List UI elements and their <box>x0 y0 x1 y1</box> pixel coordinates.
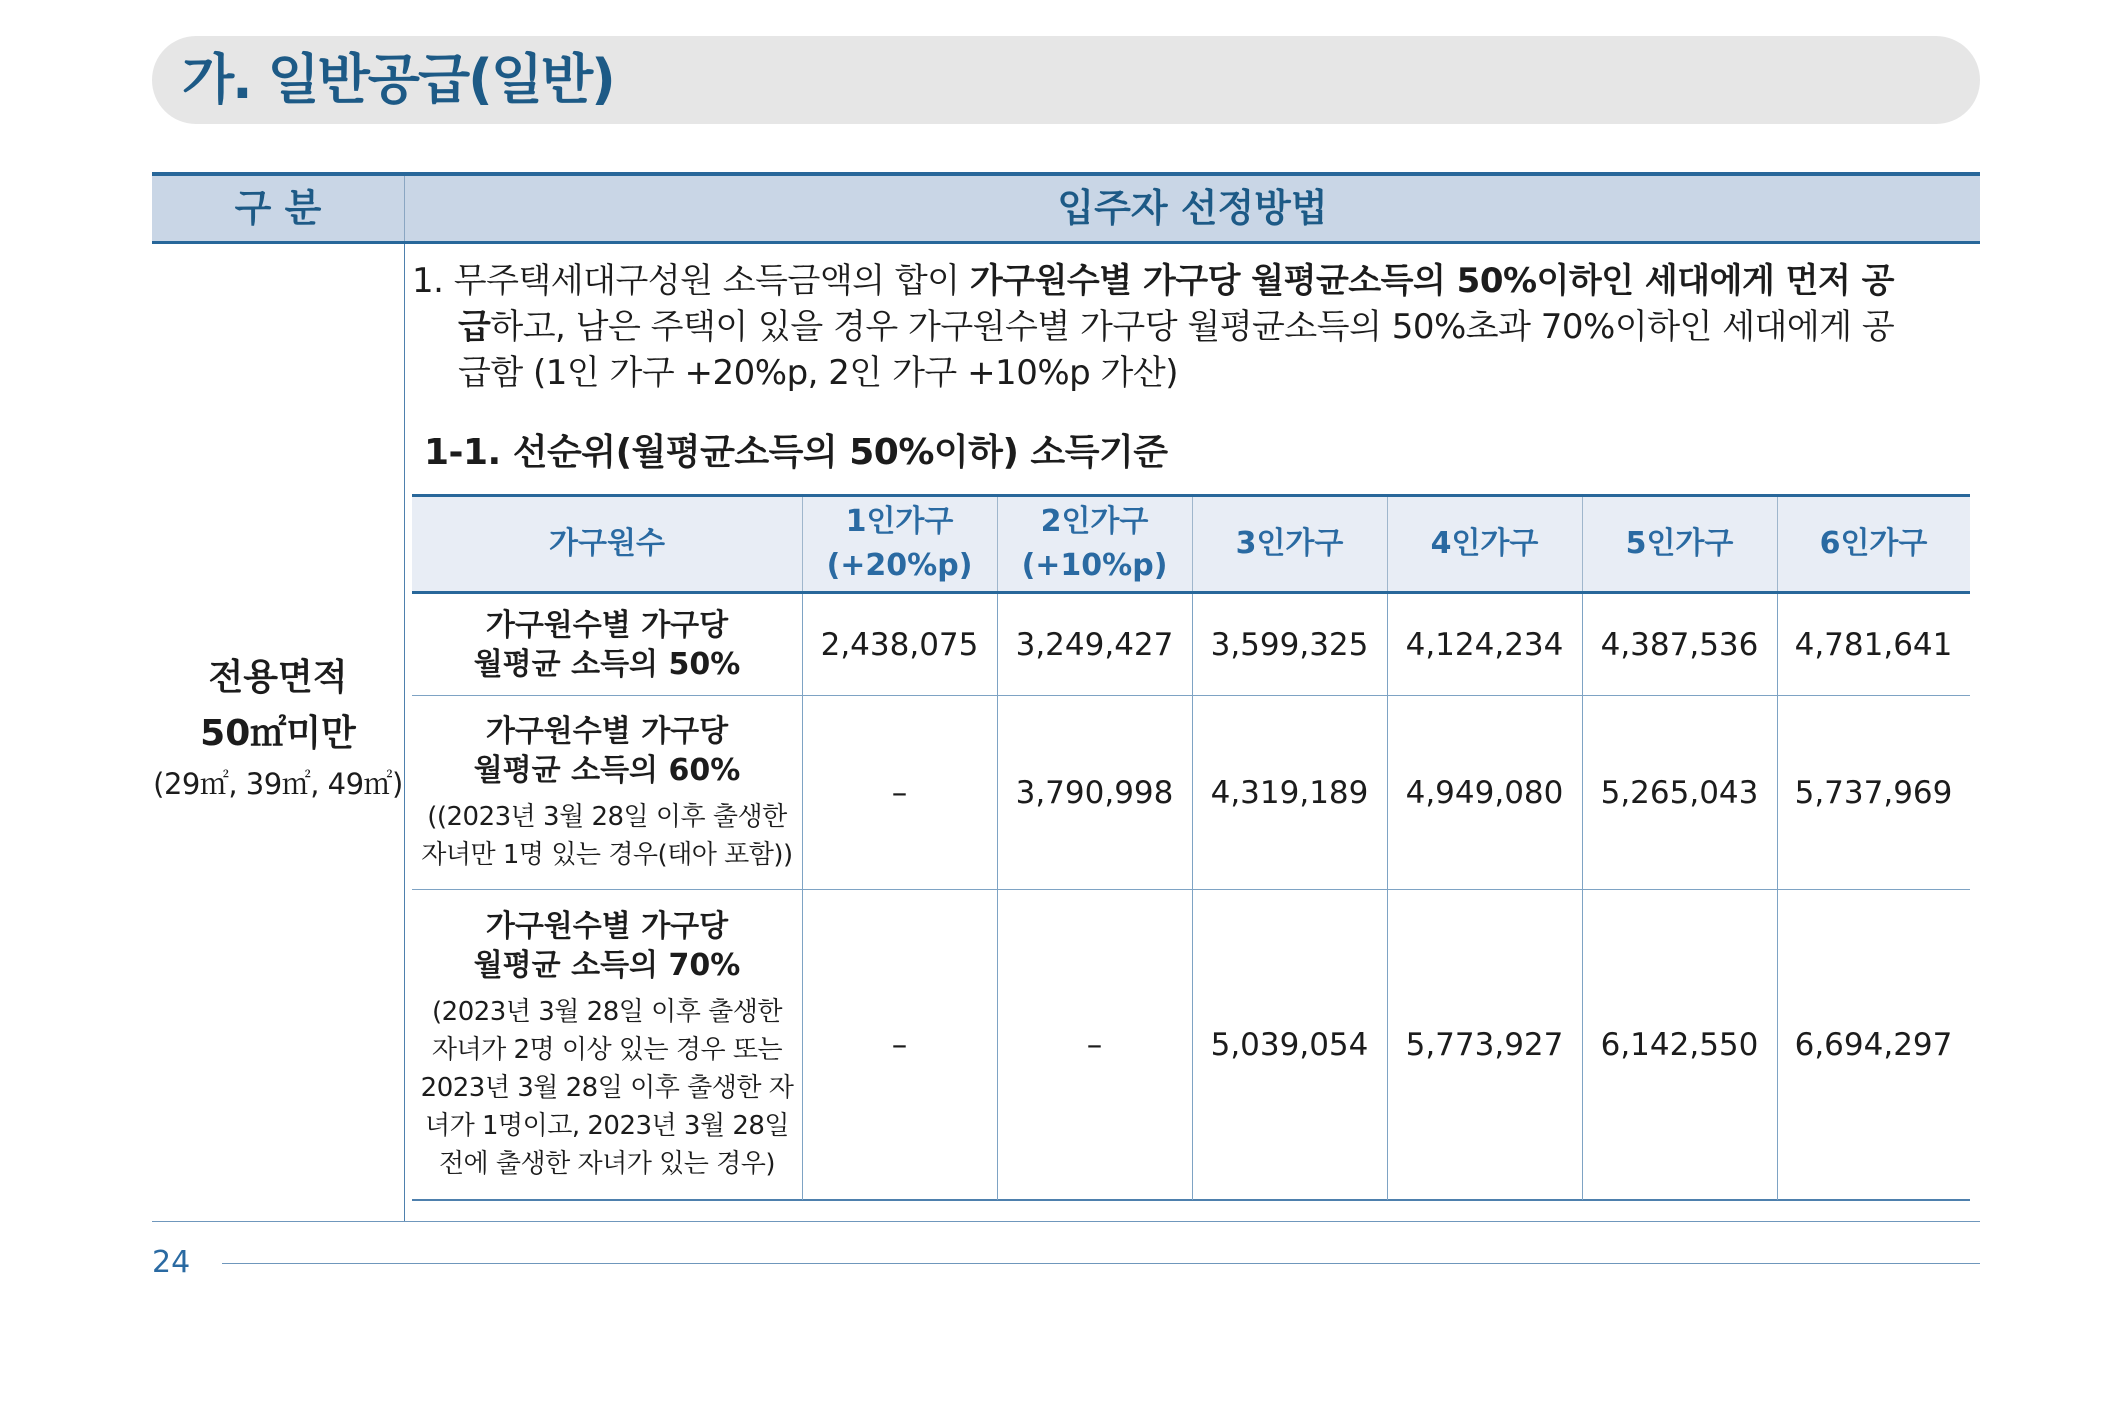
header-col-divider <box>1582 497 1583 591</box>
header-col-divider <box>1777 497 1778 591</box>
table-cell: 5,773,927 <box>1405 1027 1564 1063</box>
category-title-line1: 전용면적 <box>208 657 348 698</box>
table-cell: 4,387,536 <box>1600 627 1759 663</box>
row-label-note: 전에 출생한 자녀가 있는 경우) <box>438 1149 776 1179</box>
table-cell: 5,265,043 <box>1600 775 1759 811</box>
footer-line <box>222 1263 1980 1264</box>
column-header <box>802 494 997 594</box>
category-cell <box>152 650 404 806</box>
column-header-label: 6인가구 <box>1819 526 1928 561</box>
row-label-title: 월평균 소득의 70% <box>473 948 741 983</box>
row-label-title: 월평균 소득의 60% <box>473 753 741 788</box>
column-header <box>1582 494 1777 594</box>
column-header-label: 1인가구 (+20%p) <box>826 504 973 583</box>
table-cell: 5,039,054 <box>1210 1027 1369 1063</box>
header-col-divider <box>997 497 998 591</box>
row-label <box>412 594 802 696</box>
column-header-label: 5인가구 <box>1625 526 1734 561</box>
row-label <box>412 696 802 890</box>
column-header <box>1192 494 1387 594</box>
header-method: 입주자 선정방법 <box>1057 186 1328 230</box>
header-col-divider <box>802 497 803 591</box>
row-label-note: 자녀만 1명 있는 경우(태아 포함)) <box>421 840 793 870</box>
column-header <box>412 494 802 594</box>
row-label-note: 2023년 3월 28일 이후 출생한 자 <box>420 1073 794 1103</box>
column-header <box>997 494 1192 594</box>
table-cell: 3,790,998 <box>1015 775 1174 811</box>
column-header-label: 2인가구 (+10%p) <box>1021 504 1168 583</box>
section-line-1 <box>412 258 1894 304</box>
table-cell: 6,142,550 <box>1600 1027 1759 1063</box>
column-divider <box>404 244 405 1222</box>
body-col-divider <box>802 594 803 1200</box>
column-header-label: 3인가구 <box>1235 526 1344 561</box>
category-subtitle: (29㎡, 39㎡, 49㎡) <box>153 767 403 801</box>
table-cell: 6,694,297 <box>1794 1027 1953 1063</box>
header-col-divider <box>1387 497 1388 591</box>
table-cell: 5,737,969 <box>1794 775 1953 811</box>
section-text-bold: 가구원수별 가구당 월평균소득의 50%이하인 세대에게 먼저 공 <box>969 261 1895 301</box>
row-divider <box>412 1199 1970 1201</box>
table-cell: 4,319,189 <box>1210 775 1369 811</box>
row-label-note: 녀가 1명이고, 2023년 3월 28일 <box>424 1111 790 1141</box>
section-text: 1. 무주택세대구성원 소득금액의 합이 <box>412 261 970 301</box>
page-number: 24 <box>152 1245 191 1280</box>
row-label-title: 월평균 소득의 50% <box>473 647 741 682</box>
section-text-bold: 급 <box>458 307 491 347</box>
table-cell: 4,949,080 <box>1405 775 1564 811</box>
column-header-label: 가구원수 <box>549 526 665 561</box>
section-line-3: 급함 (1인 가구 +20%p, 2인 가구 +10%p 가산) <box>458 353 1178 393</box>
table-cell: – <box>1086 1027 1103 1063</box>
row-label-title: 가구원수별 가구당 <box>485 909 729 944</box>
row-label-title: 가구원수별 가구당 <box>485 608 729 643</box>
row-label <box>412 890 802 1200</box>
row-label-note: ((2023년 3월 28일 이후 출생한 <box>427 802 787 832</box>
section-line-2 <box>458 304 1894 350</box>
subheading: 1-1. 선순위(월평균소득의 50%이하) 소득기준 <box>424 432 1168 473</box>
row-label-note: 자녀가 2명 이상 있는 경우 또는 <box>431 1035 783 1065</box>
row-label-title: 가구원수별 가구당 <box>485 714 729 749</box>
main-table-header <box>152 172 1980 244</box>
table-cell: 3,249,427 <box>1015 627 1174 663</box>
body-col-divider <box>1777 594 1778 1200</box>
table-cell: 4,781,641 <box>1794 627 1953 663</box>
table-cell: – <box>891 1027 908 1063</box>
body-col-divider <box>1192 594 1193 1200</box>
body-col-divider <box>997 594 998 1200</box>
category-title-line2: 50㎡미만 <box>200 713 356 754</box>
row-label-note: (2023년 3월 28일 이후 출생한 <box>432 997 782 1027</box>
table-bottom-line <box>152 1221 1980 1222</box>
table-cell: 3,599,325 <box>1210 627 1369 663</box>
body-col-divider <box>1582 594 1583 1200</box>
section-title-bar <box>152 36 1980 124</box>
header-category: 구 분 <box>234 186 322 230</box>
column-header-label: 4인가구 <box>1430 526 1539 561</box>
income-table <box>412 494 1970 1200</box>
table-cell: 2,438,075 <box>820 627 979 663</box>
table-cell: 4,124,234 <box>1405 627 1564 663</box>
section-title: 가. 일반공급(일반) <box>182 48 614 111</box>
header-col-divider <box>1192 497 1193 591</box>
body-col-divider <box>1387 594 1388 1200</box>
column-header <box>1387 494 1582 594</box>
section-text: 하고, 남은 주택이 있을 경우 가구원수별 가구당 월평균소득의 50%초과 70%이하인 세대에게 공 <box>490 307 1895 347</box>
table-cell: – <box>891 775 908 811</box>
column-header <box>1777 494 1970 594</box>
